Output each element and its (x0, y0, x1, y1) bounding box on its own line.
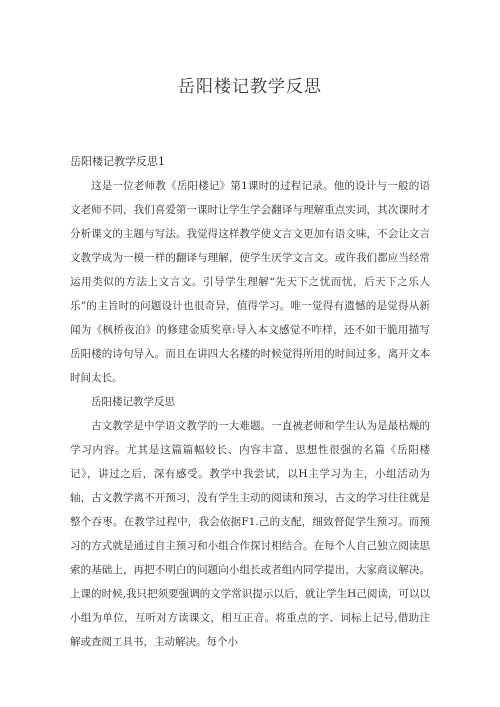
document-title: 岳阳楼记教学反思 (178, 77, 322, 97)
paragraph-1: 这是一位老师教《岳阳楼记》第1课时的过程记录。他的设计与一般的语文老师不同，我们喜爱第一课时让学生学会翻译与理解重点实词，其次课时才分析课文的主题与写法。我觉得这样教学使文言文更加有语文味，不会让文言文教学成为一模一样的翻译与理解，使学生厌学文言文。或许我们都应当经常运用类似的方法上文言文。引导学生理解“先天下之忧而忧，后天下之乐人乐”的主旨时的问题设计也很奇异，值得学习。唯一觉得有遗憾的是觉得从新闻为《枫桥夜泊》的修建金质奖章:导入本文感觉不咋样，还不如干脆用描写岳阳楼的诗句导入。而且在讲四大名楼的时候觉得所用的时间过多，离开文本时间太长。 (70, 180, 430, 384)
section-heading-2: 岳阳楼记教学反思 (91, 396, 175, 408)
document-body (70, 150, 430, 654)
section-heading-1: 岳阳楼记教学反思1 (70, 155, 165, 168)
paragraph-2: 古文教学是中学语文教学的一大难题。一直被老师和学生认为是最枯燥的学习内容。尤其是这篇篇幅较长、内容丰富、思想性很强的名篇《岳阳楼记》，讲过之后，深有感受。教学中我尝试，以H主学习为主，小组活动为轴，古文教学离不开预习，没有学生主动的阅读和预习，古文的学习往往就是整个吞枣。在教学过程中，我会依据F1.己的支配，细致督促学生预习。而预习的方式就是通过自主预习和小组合作探讨相结合。在每个人自己独立阅读思索的基础上，再把不明白的问题向小组长或者组内同学提出，大家商议解决。上课的时候,我只把须要强调的文学常识提示以后，就让学生H己阅读，可以以小组为单位，互听对方读课文，相互正音。将重点的字、词标上记号,借助注解或查阅工具书，主动解决。每个小 (70, 420, 430, 648)
